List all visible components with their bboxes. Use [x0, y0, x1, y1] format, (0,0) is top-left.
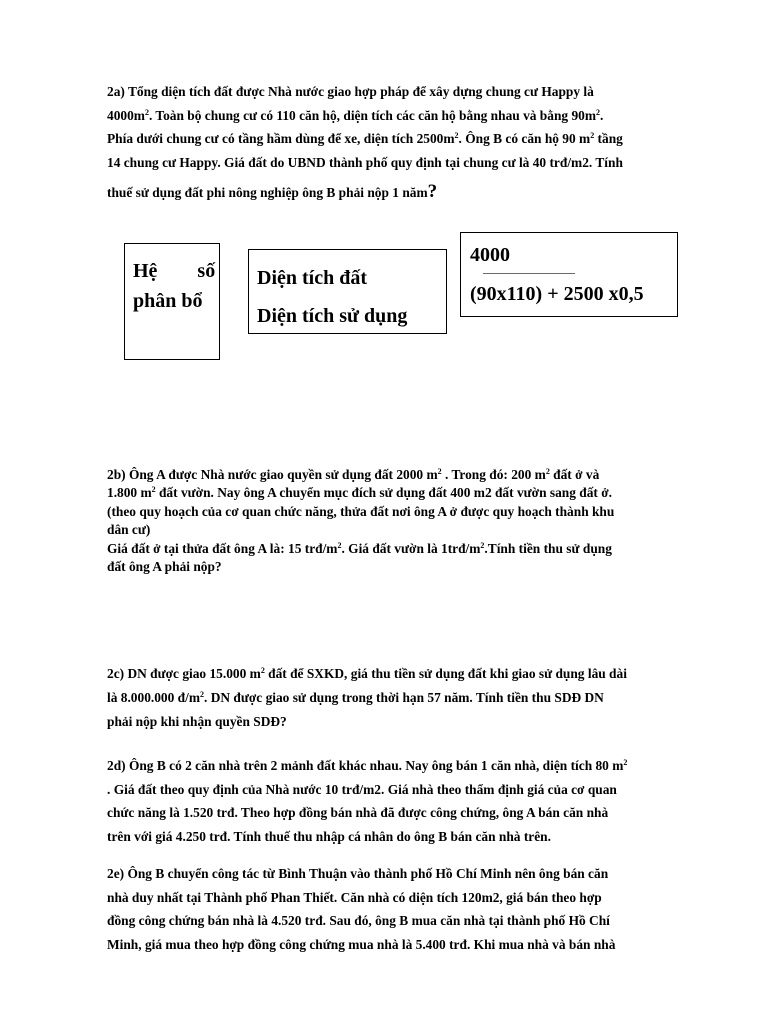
question-2a [107, 80, 698, 205]
q2a-line: 2a) Tổng diện tích đất được Nhà nước giao hợp pháp để xây dựng chung cư Happy là [107, 84, 594, 99]
q2e-line: đồng công chứng bán nhà là 4.520 trđ. Sau đó, ông B mua căn nhà tại thành phố Hồ Chí [107, 913, 610, 928]
allocation-coefficient-box [124, 243, 220, 360]
question-2b [107, 466, 698, 576]
formula-box [460, 232, 678, 317]
q2b-line: (theo quy hoạch của cơ quan chức năng, thửa đất nơi ông A ở được quy hoạch thành khu [107, 503, 615, 519]
q2b-line: đất ông A phải nộp? [107, 559, 222, 575]
q2a-line: 14 chung cư Happy. Giá đất do UBND thành phố quy định tại chung cư là 40 trđ/m2. Tính [107, 154, 623, 170]
box2-line: Diện tích sử dụng [257, 305, 408, 327]
q2e-line: Minh, giá mua theo hợp đồng công chứng mua nhà là 5.400 trđ. Khi mua nhà và bán nhà [107, 936, 616, 952]
q2a-line-last [107, 180, 698, 205]
q2c-line: là 8.000.000 $đ/m^2$. DN được giao sử dụng trong thời hạn 57 năm. Tính tiền thu SDĐ DN [107, 689, 604, 705]
q2b-line: 1.800 $m^2$ đất vườn. Nay ông A chuyển mục đích sử dụng đất 400 m2 đất vườn sang đất ở. [107, 485, 612, 501]
q2c-line: phải nộp khi nhận quyền SDĐ? [107, 713, 287, 729]
question-2d [107, 754, 698, 848]
formula-denominator: (90x110) + 2500 x0,5 [470, 283, 644, 305]
box1-line: phân bổ [133, 290, 203, 312]
fraction-line [483, 273, 575, 274]
q2e-line: nhà duy nhất tại Thành phố Phan Thiết. Căn nhà có diện tích 120m2, giá bán theo hợp [107, 889, 602, 905]
box1-line: Hệ số [133, 260, 216, 282]
q2d-line: trên với giá 4.250 trđ. Tính thuế thu nhập cá nhân do ông B bán căn nhà trên. [107, 828, 551, 844]
q2e-line: 2e) Ông B chuyển công tác từ Bình Thuận vào thành phố Hồ Chí Minh nên ông bán căn [107, 866, 609, 881]
q2a-line: $4000m^2$. Toàn bộ chung cư có 110 căn hộ, diện tích các căn hộ bằng nhau và bằng $90m^2$. [107, 107, 604, 123]
q2d-line: . Giá đất theo quy định của Nhà nước 10 trđ/m2. Giá nhà theo thẩm định giá của cơ quan [107, 781, 617, 797]
q2b-line: 2b) Ông A được Nhà nước giao quyền sử dụng đất 2000 $m^2$ . Trong đó: 200 $m^2$ đất ở và [107, 467, 600, 482]
q2a-line: Phía dưới chung cư có tầng hầm dùng để xe, diện tích $2500m^2$. Ông B có căn hộ 90 $m^2$ tầng [107, 131, 623, 146]
q2b-line: dân cư) [107, 522, 151, 538]
question-2e [107, 862, 698, 956]
q2d-line: 2d) Ông B có 2 căn nhà trên 2 mảnh đất khác nhau. Nay ông bán 1 căn nhà, diện tích 80 $m^2$ [107, 758, 628, 773]
q2a-line: thuế sử dụng đất phi nông nghiệp ông B phải nộp 1 năm [107, 185, 428, 200]
box2-line: Diện tích đất [257, 267, 367, 289]
question-2c [107, 662, 698, 733]
area-ratio-box [248, 249, 447, 334]
q2b-line: Giá đất ở tại thửa đất ông A là: 15 trđ/$m^2$. Giá đất vườn là $1trđ/m^2.Tính$ tiền thu sử dụng [107, 540, 612, 556]
q2d-line: chức năng là 1.520 trđ. Theo hợp đồng bán nhà đã được công chứng, ông A bán căn nhà [107, 805, 609, 820]
q2c-line: 2c) DN được giao 15.000 $m^2$ đất để SXKD, giá thu tiền sử dụng đất khi giao sử dụng lâu dài [107, 666, 627, 681]
question-mark: ? [427, 181, 438, 202]
formula-numerator: 4000 [470, 244, 510, 266]
